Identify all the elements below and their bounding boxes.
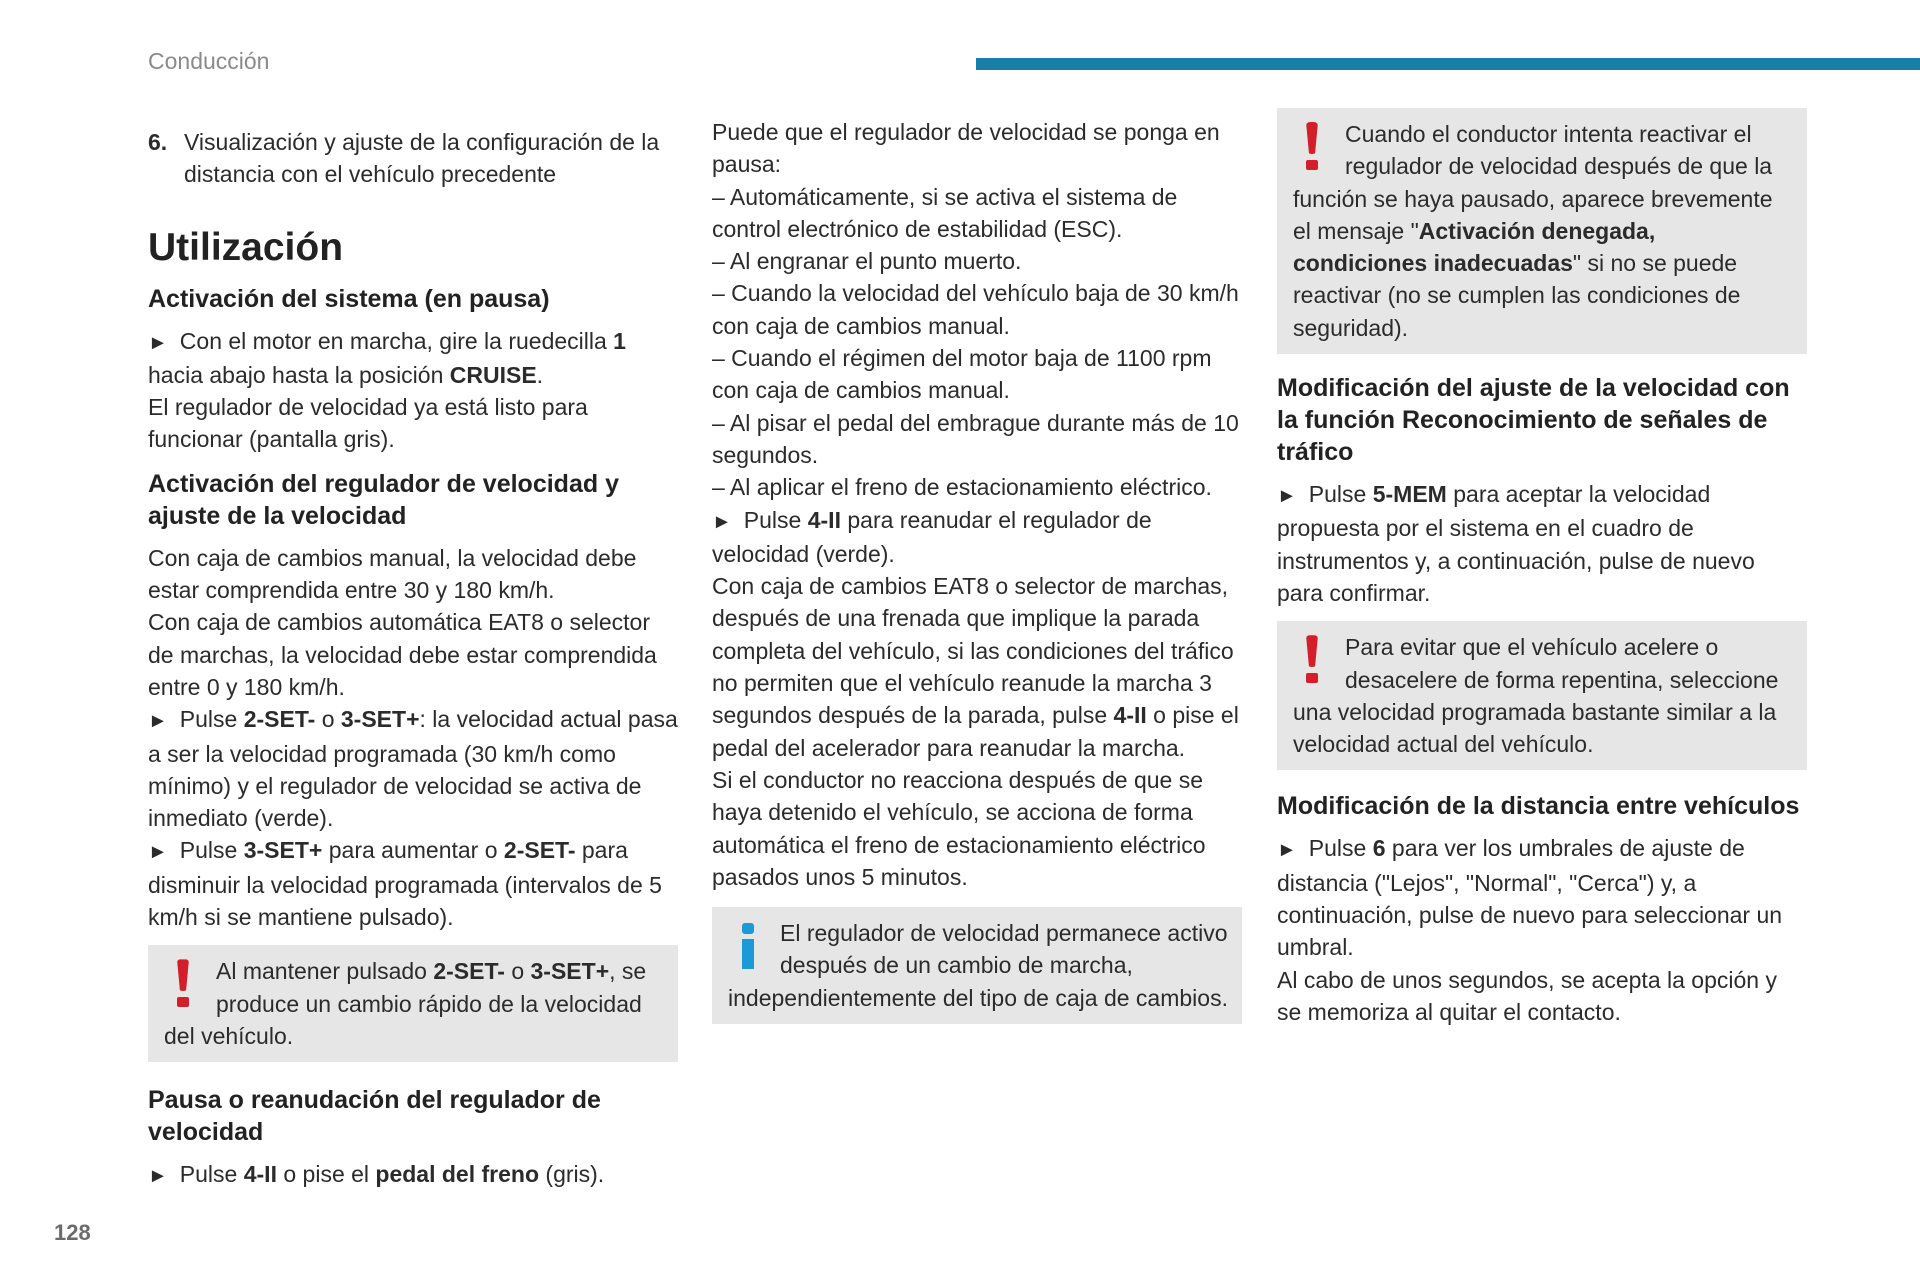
paragraph: Al cabo de unos segundos, se acepta la opción y se memoriza al quitar el contacto. (1277, 966, 1777, 1025)
warning-note: Al mantener pulsado 2-SET- o 3-SET+, se produce un cambio rápido de la velocidad del vehículo. (148, 945, 678, 1062)
dash-item: – Al engranar el punto muerto. (712, 248, 1022, 275)
numbered-item-6 (148, 126, 678, 191)
arrow-bullet-icon: ► (148, 710, 168, 733)
item-number: 6. (148, 129, 168, 155)
column-middle (712, 116, 1242, 1042)
arrow-bullet-icon: ► (1277, 485, 1297, 508)
arrow-bullet-icon: ► (148, 1165, 168, 1188)
paragraph: ► Pulse 6 para ver los umbrales de ajuste de distancia ("Lejos", "Normal", "Cerca") y, a continuación, pulse de nuevo para seleccionar un umbral. (1277, 835, 1783, 961)
arrow-bullet-icon: ► (712, 510, 732, 533)
dash-item: – Al pisar el pedal del embrague durante más de 10 segundos. (712, 409, 1239, 468)
header-accent-bar (976, 58, 1920, 70)
paragraph: Puede que el regulador de velocidad se ponga en pausa: (712, 119, 1220, 178)
dash-item: – Cuando el régimen del motor baja de 1100 rpm con caja de cambios manual. (712, 345, 1212, 404)
heading-regulator: Activación del regulador de velocidad y ajuste de la velocidad (148, 469, 619, 530)
heading-pause: Pausa o reanudación del regulador de velocidad (148, 1086, 601, 1147)
dash-item: – Automáticamente, si se activa el sistema de control electrónico de estabilidad (ESC). (712, 183, 1178, 242)
page-number: 128 (54, 1220, 91, 1245)
arrow-bullet-icon: ► (1277, 839, 1297, 862)
warning-icon (1293, 122, 1339, 178)
heading-activation: Activación del sistema (en pausa) (148, 284, 550, 313)
dash-item: – Al aplicar el freno de estacionamiento eléctrico. (712, 474, 1212, 501)
paragraph: ► Pulse 2-SET- o 3-SET+: la velocidad actual pasa a ser la velocidad programada (30 km/h como mínimo) y el regulador de velocidad se activa de inmediato (verde). (148, 706, 678, 832)
heading-modify-distance: Modificación de la distancia entre vehículos (1277, 792, 1800, 821)
column-right (1277, 108, 1807, 1028)
paragraph: ► Pulse 4-II o pise el pedal del freno (gris). (148, 1158, 678, 1192)
paragraph: Con caja de cambios manual, la velocidad debe estar comprendida entre 30 y 180 km/h. (148, 544, 637, 604)
warning-note: Para evitar que el vehículo acelere o desacelere de forma repentina, seleccione una velocidad programada bastante similar a la velocidad actual del vehículo. (1277, 621, 1807, 770)
warning-note: Cuando el conductor intenta reactivar el regulador de velocidad después de que la función se haya pausado, aparece brevemente el mensaje "Activación denegada, condiciones inadecuadas" si no se puede reactivar (no se cumplen las condiciones de seguridad). (1277, 108, 1807, 354)
paragraph: ► Pulse 4-II para reanudar el regulador de velocidad (verde). (712, 506, 1152, 567)
paragraph: Si el conductor no reacciona después de que se haya detenido el vehículo, se acciona de forma automática el freno de estacionamiento eléctrico pasados unos 5 minutos. (712, 766, 1206, 890)
item-text: Visualización y ajuste de la configuración de la distancia con el vehículo precedente (184, 129, 660, 188)
info-icon (728, 921, 774, 977)
section-title: Utilización (148, 225, 344, 269)
paragraph: ► Pulse 3-SET+ para aumentar o 2-SET- para disminuir la velocidad programada (intervalos de 5 km/h si se mantiene pulsado). (148, 837, 662, 931)
info-note: El regulador de velocidad permanece activo después de un cambio de marcha, independientemente del tipo de caja de cambios. (712, 907, 1242, 1024)
paragraph: ► Pulse 5-MEM para aceptar la velocidad propuesta por el sistema en el cuadro de instrumentos y, a continuación, pulse de nuevo para confirmar. (1277, 481, 1755, 606)
paragraph: Con caja de cambios EAT8 o selector de marchas, después de una frenada que implique la parada completa del vehículo, si las condiciones del tráfico no permiten que el vehículo reanude la marcha 3 segundos después de la parada, pulse 4-II o pise el pedal del acelerador para reanudar la marcha. (712, 573, 1239, 761)
paragraph: El regulador de velocidad ya está listo para funcionar (pantalla gris). (148, 394, 588, 453)
dash-item: – Cuando la velocidad del vehículo baja de 30 km/h con caja de cambios manual. (712, 280, 1239, 339)
section-header: Conducción (148, 48, 270, 74)
arrow-bullet-icon: ► (148, 841, 168, 864)
paragraph: Con caja de cambios automática EAT8 o selector de marchas, la velocidad debe estar comprendida entre 0 y 180 km/h. (148, 609, 657, 700)
warning-icon (1293, 635, 1339, 691)
arrow-bullet-icon: ► (148, 331, 168, 354)
column-left (148, 118, 678, 1193)
paragraph: ► Con el motor en marcha, gire la ruedecilla 1 hacia abajo hasta la posición CRUISE. (148, 327, 626, 388)
heading-modify-speed: Modificación del ajuste de la velocidad con la función Reconocimiento de señales de tráfico (1277, 374, 1790, 467)
warning-icon (164, 959, 210, 1015)
